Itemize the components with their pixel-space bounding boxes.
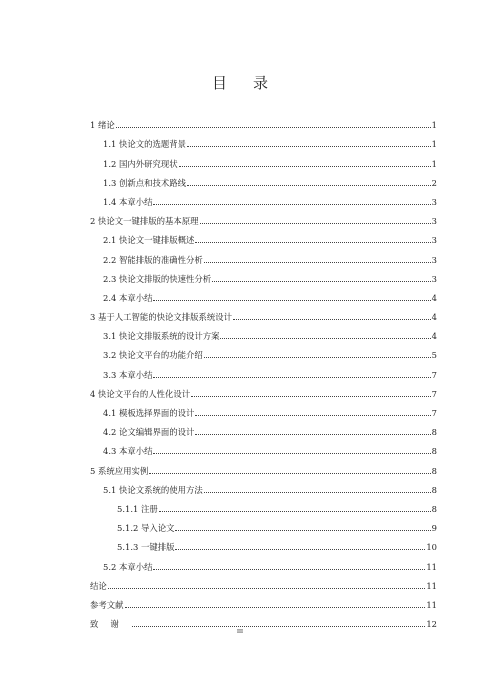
toc-dot-leader <box>153 568 425 570</box>
toc-dot-leader <box>191 395 431 397</box>
toc-entry-label: 5.1.1 注册 <box>117 503 158 514</box>
toc-entry-label: 2.1 快论文一键排版概述 <box>103 235 195 246</box>
toc-entry[interactable] <box>90 399 437 418</box>
toc-entry-page: 1 <box>431 139 437 150</box>
toc-dot-leader <box>195 433 430 435</box>
toc-entry-label: 2.2 智能排版的准确性分析 <box>103 254 203 265</box>
toc-entry-page: 8 <box>431 484 437 495</box>
toc-entry-page: 3 <box>431 254 437 265</box>
toc-entry-label: 结论 <box>90 580 107 591</box>
toc-dot-leader <box>233 318 431 320</box>
toc-entry[interactable] <box>90 245 437 264</box>
toc-entry-label: 4 快论文平台的人性化设计 <box>90 388 191 399</box>
toc-entry-label: 3.1 快论文排版系统的设计方案 <box>103 331 220 342</box>
toc-entry-page: 11 <box>426 580 437 591</box>
toc-entry-label: 1.4 本章小结 <box>103 196 153 207</box>
toc-entry-page: 7 <box>431 408 437 418</box>
toc-entry-page: 2 <box>431 177 437 188</box>
toc-dot-leader <box>200 222 431 224</box>
toc-entry[interactable] <box>90 456 437 475</box>
page-footer-number: III <box>237 629 243 635</box>
toc-dot-leader <box>153 299 430 301</box>
toc-dot-leader <box>153 203 430 205</box>
toc-entry-label: 3 基于人工智能的快论文排版系统设计 <box>90 312 232 323</box>
toc-entry[interactable] <box>90 380 437 399</box>
toc-entry-label: 1.2 国内外研究现状 <box>103 158 178 169</box>
toc-dot-leader <box>195 241 430 243</box>
toc-entry[interactable] <box>90 303 437 322</box>
toc-dot-leader <box>149 472 430 474</box>
toc-entry-label: 2.4 本章小结 <box>103 292 153 303</box>
toc-entry-page: 4 <box>431 331 437 342</box>
toc-entry-page: 8 <box>431 446 437 457</box>
toc-dot-leader <box>187 145 431 147</box>
toc-entry[interactable] <box>90 130 437 149</box>
toc-entry-label: 5.1.2 导入论文 <box>117 523 175 534</box>
toc-entry-label: 4.1 模板选择界面的设计 <box>103 408 195 418</box>
toc-entry-page: 3 <box>431 216 437 227</box>
toc-entry-page: 3 <box>431 273 437 284</box>
toc-entry-page: 11 <box>426 561 437 572</box>
toc-entry[interactable] <box>90 188 437 207</box>
toc-entry[interactable] <box>90 265 437 284</box>
toc-entry[interactable] <box>90 610 437 629</box>
toc-dot-leader <box>220 337 430 339</box>
toc-entry-page: 8 <box>431 465 437 476</box>
toc-dot-leader <box>204 491 431 493</box>
toc-dot-leader <box>204 356 431 358</box>
toc-dot-leader <box>125 606 426 608</box>
toc-entry-label: 3.3 本章小结 <box>103 369 153 380</box>
toc-list <box>90 111 437 629</box>
toc-dot-leader <box>153 452 430 454</box>
toc-entry-page: 4 <box>431 292 437 303</box>
toc-entry[interactable] <box>90 514 437 533</box>
page-title: 目录 <box>211 74 294 92</box>
toc-entry[interactable] <box>90 149 437 168</box>
toc-dot-leader <box>175 529 430 531</box>
toc-entry[interactable] <box>90 495 437 514</box>
toc-entry-label: 致谢 <box>90 619 131 630</box>
toc-entry-label: 4.2 论文编辑界面的设计 <box>103 427 195 438</box>
toc-entry-label: 5.1.3 一键排版 <box>117 542 175 553</box>
toc-entry[interactable] <box>90 591 437 610</box>
toc-dot-leader <box>116 126 431 128</box>
toc-entry[interactable] <box>90 111 437 130</box>
toc-entry-page: 8 <box>431 503 437 514</box>
toc-entry[interactable] <box>90 533 437 552</box>
toc-entry[interactable] <box>90 169 437 188</box>
toc-entry[interactable] <box>90 226 437 245</box>
toc-dot-leader <box>195 414 430 416</box>
toc-entry-page: 5 <box>431 350 437 361</box>
toc-entry[interactable] <box>90 284 437 303</box>
toc-entry[interactable] <box>90 207 437 226</box>
toc-entry-page: 7 <box>431 388 437 399</box>
toc-entry-label: 参考文献 <box>90 599 124 610</box>
toc-entry[interactable] <box>90 552 437 571</box>
toc-entry-page: 7 <box>431 369 437 380</box>
toc-entry-label: 1 绪论 <box>90 120 115 131</box>
toc-entry-page: 3 <box>431 196 437 207</box>
toc-entry-page: 11 <box>426 599 437 610</box>
toc-dot-leader <box>187 184 431 186</box>
toc-dot-leader <box>179 165 431 167</box>
toc-entry[interactable] <box>90 360 437 379</box>
toc-entry-page: 12 <box>426 619 437 630</box>
toc-entry-label: 1.3 创新点和技术路线 <box>103 177 186 188</box>
toc-dot-leader <box>108 587 426 589</box>
toc-dot-leader <box>132 625 426 627</box>
toc-dot-leader <box>153 376 430 378</box>
toc-entry-label: 5.1 快论文系统的使用方法 <box>103 484 203 495</box>
toc-entry-label: 5.2 本章小结 <box>103 561 153 572</box>
toc-entry-page: 4 <box>431 312 437 323</box>
toc-entry-page: 3 <box>431 235 437 246</box>
toc-entry-page: 10 <box>426 542 437 553</box>
toc-entry-page: 8 <box>431 427 437 438</box>
toc-entry-page: 1 <box>431 158 437 169</box>
toc-entry[interactable] <box>90 418 437 437</box>
toc-entry[interactable] <box>90 572 437 591</box>
toc-entry-page: 1 <box>431 120 437 131</box>
toc-entry-label: 5 系统应用实例 <box>90 465 149 476</box>
toc-dot-leader <box>212 280 431 282</box>
toc-entry[interactable] <box>90 341 437 360</box>
toc-dot-leader <box>204 261 431 263</box>
toc-entry-label: 2.3 快论文排版的快速性分析 <box>103 273 212 284</box>
toc-entry[interactable] <box>90 322 437 341</box>
toc-entry[interactable] <box>90 476 437 495</box>
toc-dot-leader <box>175 548 425 550</box>
toc-entry-label: 2 快论文一键排版的基本原理 <box>90 216 199 227</box>
toc-entry[interactable] <box>90 437 437 456</box>
toc-entry-label: 3.2 快论文平台的功能介绍 <box>103 350 203 361</box>
toc-dot-leader <box>159 510 431 512</box>
toc-entry-label: 4.3 本章小结 <box>103 446 153 457</box>
toc-entry-page: 9 <box>431 523 437 534</box>
toc-entry-label: 1.1 快论文的选题背景 <box>103 139 186 150</box>
